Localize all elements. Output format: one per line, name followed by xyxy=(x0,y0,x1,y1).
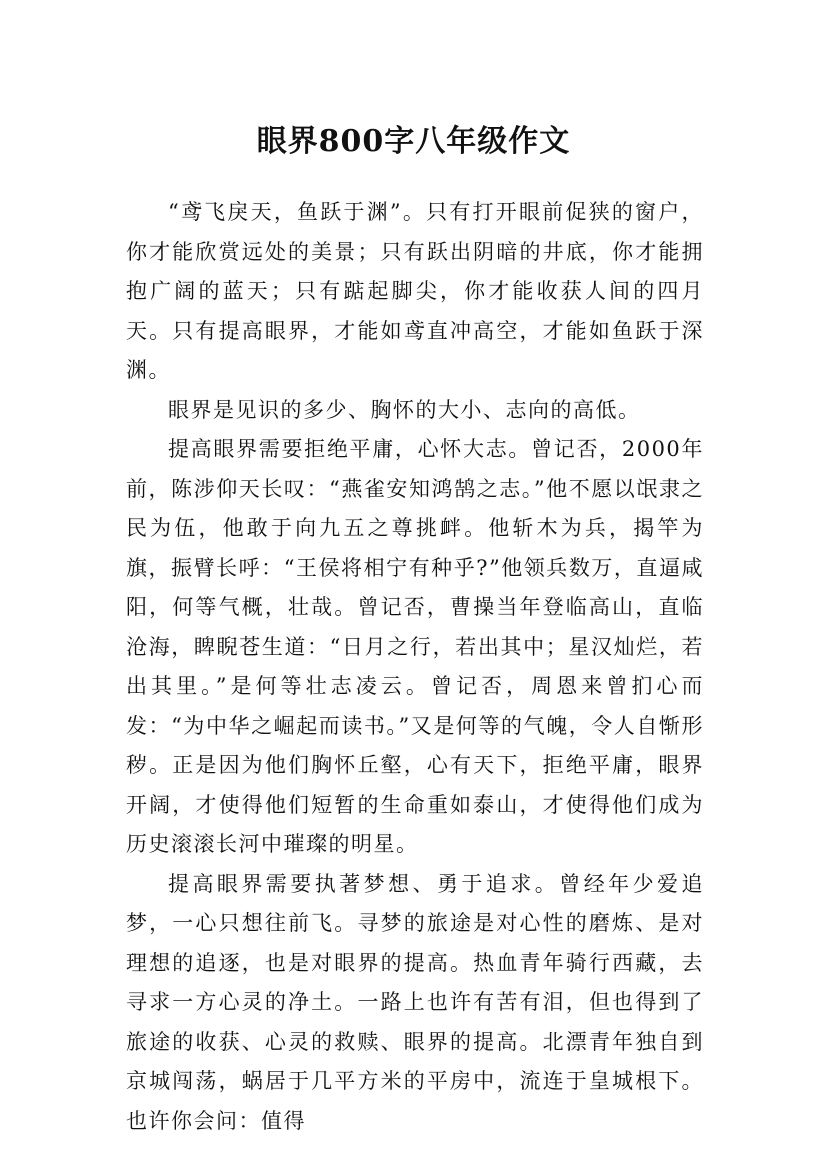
document-title: 眼界800字八年级作文 xyxy=(256,124,571,160)
paragraph-1: “鸢飞戾天，鱼跃于渊”。只有打开眼前促狭的窗户，你才能欣赏远处的美景；只有跃出阴暗的井底，你才能拥抱广阔的蓝天；只有踮起脚尖，你才能收获人间的四月天。只有提高眼界，才能如鸢直冲高空，才能如鱼跃于深渊。 xyxy=(126,200,704,382)
document-body xyxy=(126,193,704,1141)
paragraph-3: 提高眼界需要拒绝平庸，心怀大志。曾记否，2000年前，陈涉仰天长叹：“燕雀安知鸿鹄之志。”他不愿以氓隶之民为伍，他敢于向九五之尊挑衅。他斩木为兵，揭竿为旗，振臂长呼：“王侯将相宁有种乎?”他领兵数万，直逼咸阳，何等气概，壮哉。曾记否，曹操当年登临高山，直临沧海，睥睨苍生道：“日月之行，若出其中；星汉灿烂，若出其里。”是何等壮志凌云。曾记否，周恩来曾扪心而发：“为中华之崛起而读书。”又是何等的气魄，令人自惭形秽。正是因为他们胸怀丘壑，心有天下，拒绝平庸，眼界开阔，才使得他们短暂的生命重如泰山，才使得他们成为历史滚滚长河中璀璨的明星。 xyxy=(126,437,704,856)
paragraph-4: 提高眼界需要执著梦想、勇于追求。曾经年少爱追梦，一心只想往前飞。寻梦的旅途是对心性的磨炼、是对理想的追逐，也是对眼界的提高。热血青年骑行西藏，去寻求一方心灵的净土。一路上也许有苦有泪，但也得到了旅途的收获、心灵的救赎、眼界的提高。北漂青年独自到京城闯荡，蜗居于几平方米的平房中，流连于皇城根下。也许你会问：值得 xyxy=(126,871,704,1133)
paragraph-2: 眼界是见识的多少、胸怀的大小、志向的高低。 xyxy=(168,397,641,422)
